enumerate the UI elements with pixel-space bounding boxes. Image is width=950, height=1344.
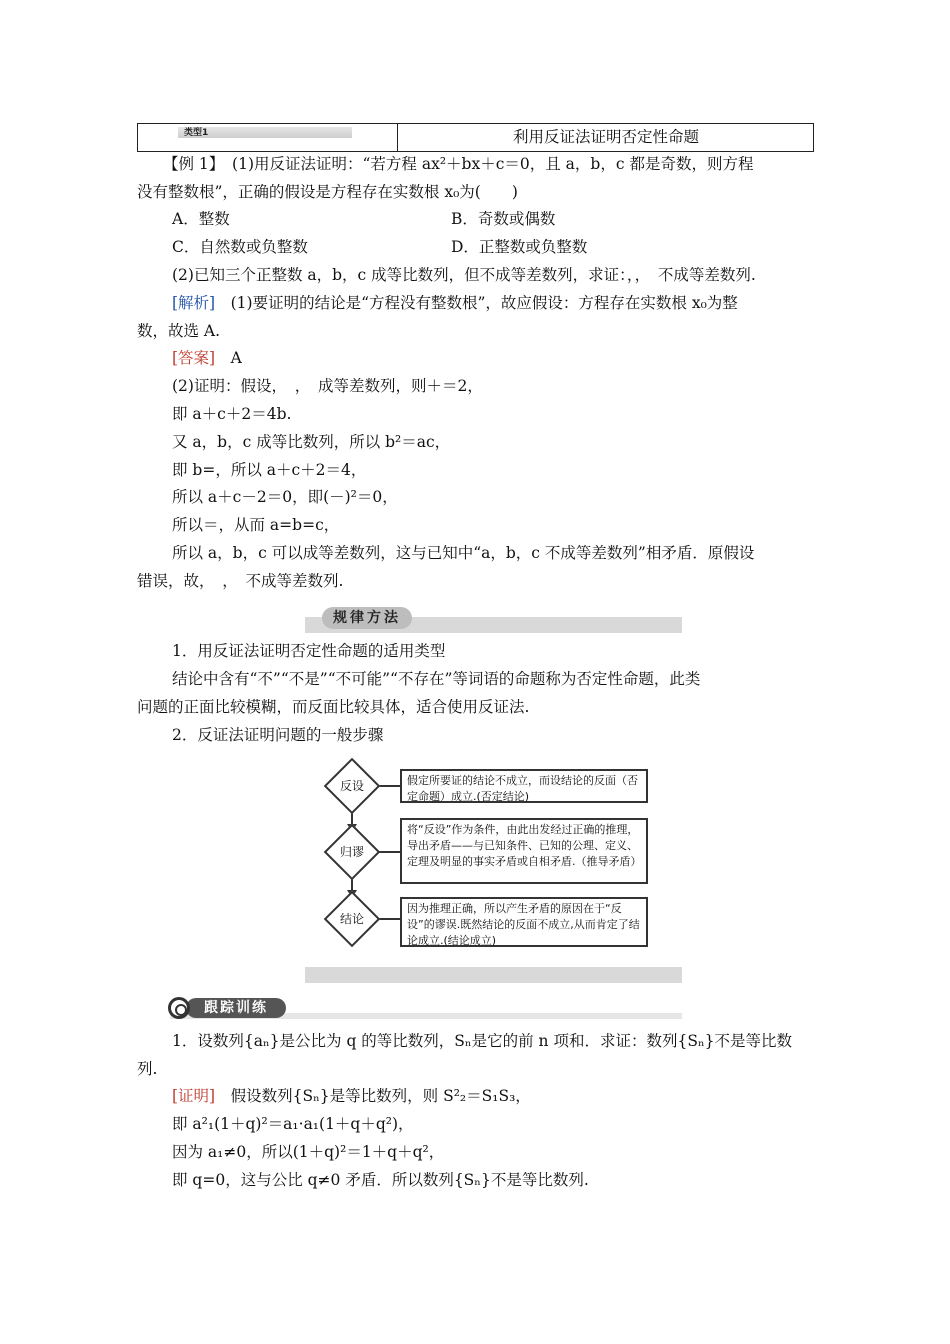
proof-line-2: 即 a＋c＋2＝4b. (172, 405, 292, 423)
type-tag: 类型1 (178, 127, 352, 138)
proof-line-1: (2)证明：假设， ， 成等差数列，则＋＝2， (172, 377, 483, 395)
proof-tag: [证明] (172, 1087, 216, 1105)
flow-step-label-2: 归谬 (339, 845, 364, 859)
example-part-2: (2)已知三个正整数 a，b，c 成等比数列，但不成等差数列，求证：，， 不成等差数列. (172, 266, 756, 284)
analysis-line-2: 数，故选 A. (137, 322, 221, 340)
flow-step-label-1: 反设 (339, 779, 364, 793)
proof-line-3: 又 a，b，c 成等比数列，所以 b²＝ac， (172, 433, 451, 451)
proof-line-7: 所以 a，b，c 可以成等差数列，这与已知中“a，b，c 不成等差数列”相矛盾．原假设 (172, 544, 755, 562)
example-line-2: 没有整数根”，正确的假设是方程存在实数根 x₀为( ) (137, 183, 518, 201)
flow-step-label-3: 结论 (339, 912, 364, 926)
flow-step-text-2: 将“反设”作为条件，由此出发经过正确的推理，导出矛盾——与已知条件、已知的公理、定义、定理及明显的事实矛盾或自相矛盾.（推导矛盾） (400, 818, 648, 884)
proof-line-4: 即 b=，所以 a＋c＋2＝4， (172, 461, 367, 479)
method-label: 规律方法 (322, 607, 412, 629)
training-proof-2: 即 a²₁(1＋q)²＝a₁·a₁(1＋q＋q²)， (172, 1115, 414, 1133)
proof-line-5: 所以 a＋c－2＝0，即(－)²＝0， (172, 488, 398, 506)
flow-step-text-1: 假定所要证的结论不成立，而设结论的反面（否定命题）成立.(否定结论) (400, 769, 648, 803)
target-icon (168, 997, 190, 1019)
method-heading-2: 2．反证法证明问题的一般步骤 (172, 726, 384, 744)
flow-step-text-3: 因为推理正确，所以产生矛盾的原因在于“反设”的谬误.既然结论的反面不成立,从而肯定了结论成立.(结论成立) (400, 897, 648, 947)
option-c: C．自然数或负整数 (172, 238, 308, 256)
proof-line-6: 所以＝，从而 a=b=c， (172, 516, 340, 534)
option-b: B．奇数或偶数 (451, 210, 556, 228)
training-proof-4: 即 q=0，这与公比 q≠0 矛盾．所以数列{Sₙ}不是等比数列. (172, 1171, 589, 1189)
option-a: A．整数 (172, 210, 230, 228)
training-proof-1: 假设数列{Sₙ}是等比数列，则 S²₂＝S₁S₃， (215, 1087, 531, 1105)
option-d: D．正整数或负整数 (451, 238, 588, 256)
method-end-bar (305, 967, 682, 983)
answer-tag: [答案] (172, 349, 216, 367)
training-question-2: 列. (137, 1060, 158, 1078)
method-body-2: 问题的正面比较模糊，而反面比较具体，适合使用反证法. (137, 698, 530, 716)
method-body-1: 结论中含有“不”“不是”“不可能”“不存在”等词语的命题称为否定性命题，此类 (172, 670, 701, 688)
method-heading-1: 1．用反证法证明否定性命题的适用类型 (172, 642, 446, 660)
training-label: 跟踪训练 (186, 998, 286, 1018)
training-question-1: 1．设数列{aₙ}是公比为 q 的等比数列，Sₙ是它的前 n 项和．求证：数列{Sₙ}不是等比数 (172, 1032, 793, 1050)
section-title: 利用反证法证明否定性命题 (512, 128, 699, 146)
analysis-tag: [解析] (172, 294, 216, 312)
analysis-line-1: (1)要证明的结论是“方程没有整数根”，故应假设：方程存在实数根 x₀为整 (215, 294, 738, 312)
training-proof-3: 因为 a₁≠0，所以(1＋q)²＝1＋q＋q²， (172, 1143, 445, 1161)
example-line-1: 【例 1】 (1)用反证法证明：“若方程 ax²＋bx＋c＝0，且 a，b，c 都是奇数，则方程 (163, 155, 754, 173)
answer-value: A (215, 349, 242, 367)
proof-line-8: 错误，故， ， 不成等差数列. (137, 572, 344, 590)
